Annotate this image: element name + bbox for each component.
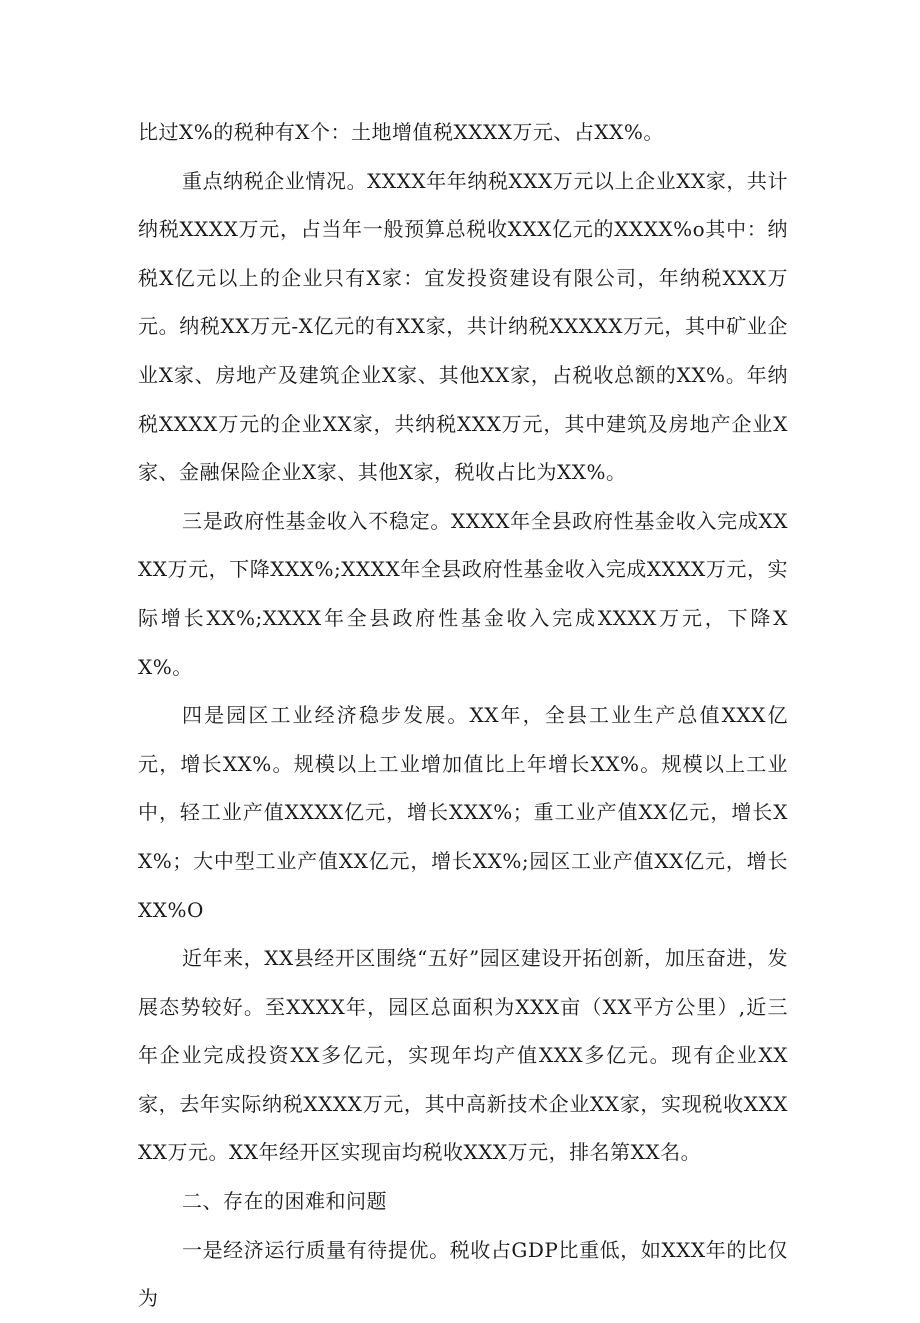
document-body [138, 108, 788, 1323]
section-heading-problems: 二、存在的困难和问题 [182, 1189, 387, 1214]
paragraph-key-taxpayers: 重点纳税企业情况。XXXX年年纳税XXX万元以上企业XX家，共计纳税XXXX万元，占当年一般预算总税收XXX亿元的XXXX%o其中：纳税X亿元以上的企业只有X家：宜发投资建设有限公司，年纳税XXX万元。纳税XX万元-X亿元的有XX家，共计纳税XXXXX万元，其中矿业企业X家、房地产及建筑企业X家、其他XX家，占税收总额的XX%。年纳税XXXX万元的企业XX家，共纳税XXX万元，其中建筑及房地产企业X家、金融保险企业X家、其他X家，税收占比为XX%。 [138, 168, 788, 485]
paragraph-economic-quality: 一是经济运行质量有待提优。税收占GDP比重低，如XXX年的比仅为 [138, 1237, 788, 1311]
paragraph-development-zone: 近年来，XX县经开区围绕“五好”园区建设开拓创新，加压奋进，发展态势较好。至XXXX年，园区总面积为XXX亩（XX平方公里）,近三年企业完成投资XX多亿元，实现年均产值XXX多亿元。现有企业XX家，去年实际纳税XXXX万元，其中高新技术企业XX家，实现税收XXXXX万元。XX年经开区实现亩均税收XXX万元，排名第XX名。 [138, 946, 788, 1165]
paragraph-government-funds: 三是政府性基金收入不稳定。XXXX年全县政府性基金收入完成XXXX万元，下降XXX%;XXXX年全县政府性基金收入完成XXXX万元，实际增长XX%;XXXX年全县政府性基金收入完成XXXX万元，下降XX%。 [138, 508, 788, 679]
paragraph-industrial-park: 四是园区工业经济稳步发展。XX年，全县工业生产总值XXX亿元，增长XX%。规模以上工业增加值比上年增长XX%。规模以上工业中，轻工业产值XXXX亿元，增长XXX%；重工业产值XX亿元，增长XX%；大中型工业产值XX亿元，增长XX%;园区工业产值XX亿元，增长XX%O [138, 703, 788, 922]
paragraph-tax-types: 比过X%的税种有X个：土地增值税XXXX万元、占XX%。 [138, 120, 664, 144]
